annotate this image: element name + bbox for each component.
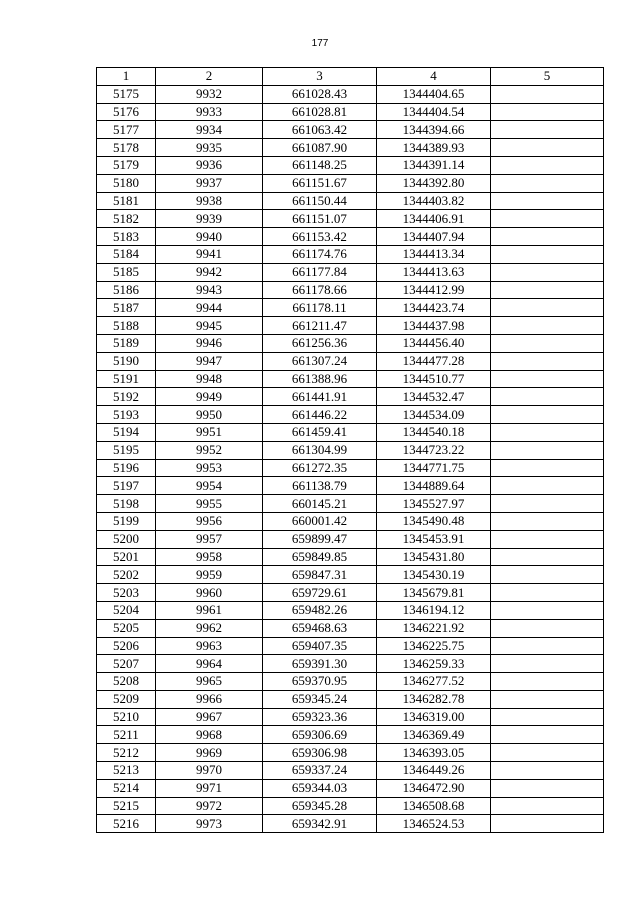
table-cell: 659482.26 (263, 601, 377, 619)
table-cell: 9949 (156, 388, 263, 406)
table-row (97, 512, 604, 530)
table-cell: 659342.91 (263, 815, 377, 833)
table-cell: 5190 (97, 352, 156, 370)
table-row (97, 690, 604, 708)
table-row (97, 299, 604, 317)
table-cell: 5215 (97, 797, 156, 815)
table-cell: 5177 (97, 121, 156, 139)
table-cell: 1345430.19 (377, 566, 491, 584)
table-cell: 661307.24 (263, 352, 377, 370)
table-cell (491, 655, 604, 673)
table-cell: 1344510.77 (377, 370, 491, 388)
table-cell: 1344413.34 (377, 245, 491, 263)
table-cell: 659323.36 (263, 708, 377, 726)
table-cell (491, 281, 604, 299)
table-cell: 9953 (156, 459, 263, 477)
table-cell: 1346221.92 (377, 619, 491, 637)
table-cell: 1344534.09 (377, 406, 491, 424)
table-cell: 1344407.94 (377, 228, 491, 246)
table-cell: 5202 (97, 566, 156, 584)
table-cell (491, 139, 604, 157)
table-row (97, 334, 604, 352)
table-cell: 1345679.81 (377, 584, 491, 602)
table-cell: 1346194.12 (377, 601, 491, 619)
table-cell (491, 228, 604, 246)
table-cell: 1344437.98 (377, 317, 491, 335)
table-cell: 5189 (97, 334, 156, 352)
table-cell: 1345490.48 (377, 512, 491, 530)
table-cell: 9939 (156, 210, 263, 228)
table-cell: 1344771.75 (377, 459, 491, 477)
table-cell (491, 708, 604, 726)
table-row (97, 655, 604, 673)
table-cell: 9933 (156, 103, 263, 121)
table-cell: 1344423.74 (377, 299, 491, 317)
table-cell: 5184 (97, 245, 156, 263)
table-cell: 9942 (156, 263, 263, 281)
table-cell: 661151.07 (263, 210, 377, 228)
table-cell: 9946 (156, 334, 263, 352)
table-cell (491, 797, 604, 815)
table-cell: 1346277.52 (377, 673, 491, 691)
table-cell: 661028.43 (263, 85, 377, 103)
table-row (97, 210, 604, 228)
table-cell: 5209 (97, 690, 156, 708)
table-cell: 9957 (156, 530, 263, 548)
table-cell (491, 744, 604, 762)
table-cell: 9972 (156, 797, 263, 815)
table-cell: 5181 (97, 192, 156, 210)
table-cell: 659306.69 (263, 726, 377, 744)
table-cell: 9964 (156, 655, 263, 673)
table-cell: 661087.90 (263, 139, 377, 157)
table-cell: 661138.79 (263, 477, 377, 495)
table-cell (491, 566, 604, 584)
table-cell: 659344.03 (263, 779, 377, 797)
table-row (97, 744, 604, 762)
table-cell: 9947 (156, 352, 263, 370)
table-cell: 661211.47 (263, 317, 377, 335)
table-cell: 661177.84 (263, 263, 377, 281)
table-cell: 9936 (156, 156, 263, 174)
table-cell: 1345453.91 (377, 530, 491, 548)
table-cell: 660145.21 (263, 495, 377, 513)
table-cell: 661304.99 (263, 441, 377, 459)
table-cell (491, 690, 604, 708)
table-cell: 5191 (97, 370, 156, 388)
table-cell: 5204 (97, 601, 156, 619)
table-cell: 1346225.75 (377, 637, 491, 655)
table-row (97, 370, 604, 388)
table-cell (491, 637, 604, 655)
table-cell (491, 245, 604, 263)
table-row (97, 708, 604, 726)
table-cell: 5178 (97, 139, 156, 157)
table-row (97, 281, 604, 299)
table-cell: 661028.81 (263, 103, 377, 121)
table-cell: 1344404.65 (377, 85, 491, 103)
table-cell (491, 779, 604, 797)
column-header-5: 5 (491, 68, 604, 86)
table-row (97, 85, 604, 103)
table-cell: 1346393.05 (377, 744, 491, 762)
table-cell: 1345527.97 (377, 495, 491, 513)
table-cell (491, 762, 604, 780)
table-cell: 1344394.66 (377, 121, 491, 139)
table-cell: 1345431.80 (377, 548, 491, 566)
table-cell: 661441.91 (263, 388, 377, 406)
table-cell (491, 726, 604, 744)
table-cell (491, 530, 604, 548)
table-cell: 5195 (97, 441, 156, 459)
table-cell: 1346369.49 (377, 726, 491, 744)
column-header-4: 4 (377, 68, 491, 86)
table-cell: 1346282.78 (377, 690, 491, 708)
table-cell: 1344532.47 (377, 388, 491, 406)
table-cell (491, 317, 604, 335)
table-cell: 659849.85 (263, 548, 377, 566)
table-cell: 5194 (97, 423, 156, 441)
table-cell (491, 192, 604, 210)
table-row (97, 726, 604, 744)
table-row (97, 406, 604, 424)
coordinates-table (96, 67, 604, 833)
table-cell: 9952 (156, 441, 263, 459)
table-cell: 659391.30 (263, 655, 377, 673)
table-cell: 5182 (97, 210, 156, 228)
table-cell: 5203 (97, 584, 156, 602)
table-cell (491, 601, 604, 619)
table-cell (491, 210, 604, 228)
table-cell: 9938 (156, 192, 263, 210)
table-cell: 9962 (156, 619, 263, 637)
table-cell: 9960 (156, 584, 263, 602)
table-cell (491, 263, 604, 281)
table-cell: 5187 (97, 299, 156, 317)
table-cell: 1344391.14 (377, 156, 491, 174)
table-cell (491, 459, 604, 477)
table-cell: 661063.42 (263, 121, 377, 139)
table-cell: 5175 (97, 85, 156, 103)
table-row (97, 637, 604, 655)
table-cell: 659345.24 (263, 690, 377, 708)
table-cell: 5214 (97, 779, 156, 797)
table-cell: 5212 (97, 744, 156, 762)
table-cell (491, 156, 604, 174)
table-cell: 1346508.68 (377, 797, 491, 815)
table-cell (491, 441, 604, 459)
table-cell: 1346449.26 (377, 762, 491, 780)
table-cell (491, 619, 604, 637)
table-cell: 659306.98 (263, 744, 377, 762)
table-row (97, 584, 604, 602)
table-header (97, 68, 604, 86)
table-row (97, 673, 604, 691)
table-cell (491, 495, 604, 513)
table-cell: 1344412.99 (377, 281, 491, 299)
table-cell: 9958 (156, 548, 263, 566)
column-header-1: 1 (97, 68, 156, 86)
table-row (97, 317, 604, 335)
table-cell: 1344723.22 (377, 441, 491, 459)
table-body (97, 85, 604, 832)
table-cell: 5207 (97, 655, 156, 673)
page-number: 177 (311, 38, 329, 49)
table-row (97, 103, 604, 121)
table-row (97, 121, 604, 139)
table-cell: 659407.35 (263, 637, 377, 655)
table-cell: 5216 (97, 815, 156, 833)
table-cell: 1344456.40 (377, 334, 491, 352)
table-row (97, 441, 604, 459)
table-row (97, 352, 604, 370)
table-row (97, 459, 604, 477)
table-cell: 661148.25 (263, 156, 377, 174)
table-cell (491, 103, 604, 121)
table-row (97, 263, 604, 281)
table-cell (491, 299, 604, 317)
table-cell: 9935 (156, 139, 263, 157)
table-cell: 9944 (156, 299, 263, 317)
table-cell (491, 352, 604, 370)
table-cell (491, 406, 604, 424)
table-cell: 5198 (97, 495, 156, 513)
table-row (97, 601, 604, 619)
table-cell: 661151.67 (263, 174, 377, 192)
column-header-3: 3 (263, 68, 377, 86)
table-cell: 9954 (156, 477, 263, 495)
table-cell: 661272.35 (263, 459, 377, 477)
table-cell: 1346259.33 (377, 655, 491, 673)
table-cell: 1346319.00 (377, 708, 491, 726)
table-cell: 661256.36 (263, 334, 377, 352)
table-cell: 659729.61 (263, 584, 377, 602)
table-cell: 660001.42 (263, 512, 377, 530)
table-cell: 1346524.53 (377, 815, 491, 833)
table-cell: 5208 (97, 673, 156, 691)
table-row (97, 619, 604, 637)
table-cell: 9940 (156, 228, 263, 246)
table-cell (491, 584, 604, 602)
table-cell: 9971 (156, 779, 263, 797)
table-row (97, 495, 604, 513)
table-cell (491, 334, 604, 352)
table-cell: 5201 (97, 548, 156, 566)
table-cell: 5180 (97, 174, 156, 192)
table-cell (491, 388, 604, 406)
table-cell (491, 121, 604, 139)
table-cell: 5179 (97, 156, 156, 174)
table-row (97, 797, 604, 815)
table-cell: 9963 (156, 637, 263, 655)
table-cell: 659345.28 (263, 797, 377, 815)
table-row (97, 548, 604, 566)
table-cell: 9956 (156, 512, 263, 530)
table-cell: 9968 (156, 726, 263, 744)
table-cell: 5176 (97, 103, 156, 121)
table-cell: 9965 (156, 673, 263, 691)
table-cell: 5188 (97, 317, 156, 335)
table-cell (491, 85, 604, 103)
table-cell: 661178.11 (263, 299, 377, 317)
table-cell: 9967 (156, 708, 263, 726)
table-row (97, 174, 604, 192)
table-cell: 9970 (156, 762, 263, 780)
table-cell: 5193 (97, 406, 156, 424)
table-cell: 5186 (97, 281, 156, 299)
table-cell (491, 370, 604, 388)
table-cell: 661446.22 (263, 406, 377, 424)
table-cell: 1344477.28 (377, 352, 491, 370)
table-cell: 1344389.93 (377, 139, 491, 157)
table-cell: 9951 (156, 423, 263, 441)
table-cell: 661178.66 (263, 281, 377, 299)
table-cell: 5197 (97, 477, 156, 495)
table-cell: 659468.63 (263, 619, 377, 637)
table-row (97, 815, 604, 833)
table-cell (491, 815, 604, 833)
table-row (97, 779, 604, 797)
table-cell: 9950 (156, 406, 263, 424)
table-row (97, 245, 604, 263)
table-row (97, 566, 604, 584)
table-cell: 5183 (97, 228, 156, 246)
table-cell: 661174.76 (263, 245, 377, 263)
table-cell (491, 174, 604, 192)
header-row (97, 68, 604, 86)
table-cell: 1344540.18 (377, 423, 491, 441)
table-row (97, 156, 604, 174)
table-cell: 659370.95 (263, 673, 377, 691)
table-cell: 9937 (156, 174, 263, 192)
table-cell (491, 423, 604, 441)
table-cell: 1344404.54 (377, 103, 491, 121)
table-cell: 9959 (156, 566, 263, 584)
table-row (97, 477, 604, 495)
table-cell: 9948 (156, 370, 263, 388)
table-cell: 9955 (156, 495, 263, 513)
table-cell: 9934 (156, 121, 263, 139)
table-cell: 5213 (97, 762, 156, 780)
table-cell: 5211 (97, 726, 156, 744)
table-cell: 5206 (97, 637, 156, 655)
table-cell: 9943 (156, 281, 263, 299)
table-row (97, 762, 604, 780)
table-cell: 661388.96 (263, 370, 377, 388)
table-cell: 5196 (97, 459, 156, 477)
table-cell: 1344406.91 (377, 210, 491, 228)
table-row (97, 139, 604, 157)
table-cell: 659337.24 (263, 762, 377, 780)
table-cell: 1344413.63 (377, 263, 491, 281)
table-cell: 9969 (156, 744, 263, 762)
table-cell (491, 673, 604, 691)
table-cell: 9932 (156, 85, 263, 103)
table-cell (491, 548, 604, 566)
table-cell: 5205 (97, 619, 156, 637)
table-cell: 659899.47 (263, 530, 377, 548)
table-cell: 9966 (156, 690, 263, 708)
table-cell: 9945 (156, 317, 263, 335)
table-cell: 9973 (156, 815, 263, 833)
table-cell: 9941 (156, 245, 263, 263)
table-cell: 1344403.82 (377, 192, 491, 210)
table-row (97, 530, 604, 548)
table-row (97, 228, 604, 246)
table-cell: 5200 (97, 530, 156, 548)
column-header-2: 2 (156, 68, 263, 86)
table-cell: 1346472.90 (377, 779, 491, 797)
table-cell: 1344392.80 (377, 174, 491, 192)
table-cell: 659847.31 (263, 566, 377, 584)
table-cell: 5192 (97, 388, 156, 406)
table-cell: 5185 (97, 263, 156, 281)
table-cell: 5210 (97, 708, 156, 726)
table-cell: 661150.44 (263, 192, 377, 210)
table-row (97, 192, 604, 210)
table-cell: 5199 (97, 512, 156, 530)
table-row (97, 388, 604, 406)
table-cell: 9961 (156, 601, 263, 619)
table-row (97, 423, 604, 441)
table-cell: 1344889.64 (377, 477, 491, 495)
table-cell (491, 512, 604, 530)
table-cell: 661153.42 (263, 228, 377, 246)
table-cell (491, 477, 604, 495)
table-cell: 661459.41 (263, 423, 377, 441)
